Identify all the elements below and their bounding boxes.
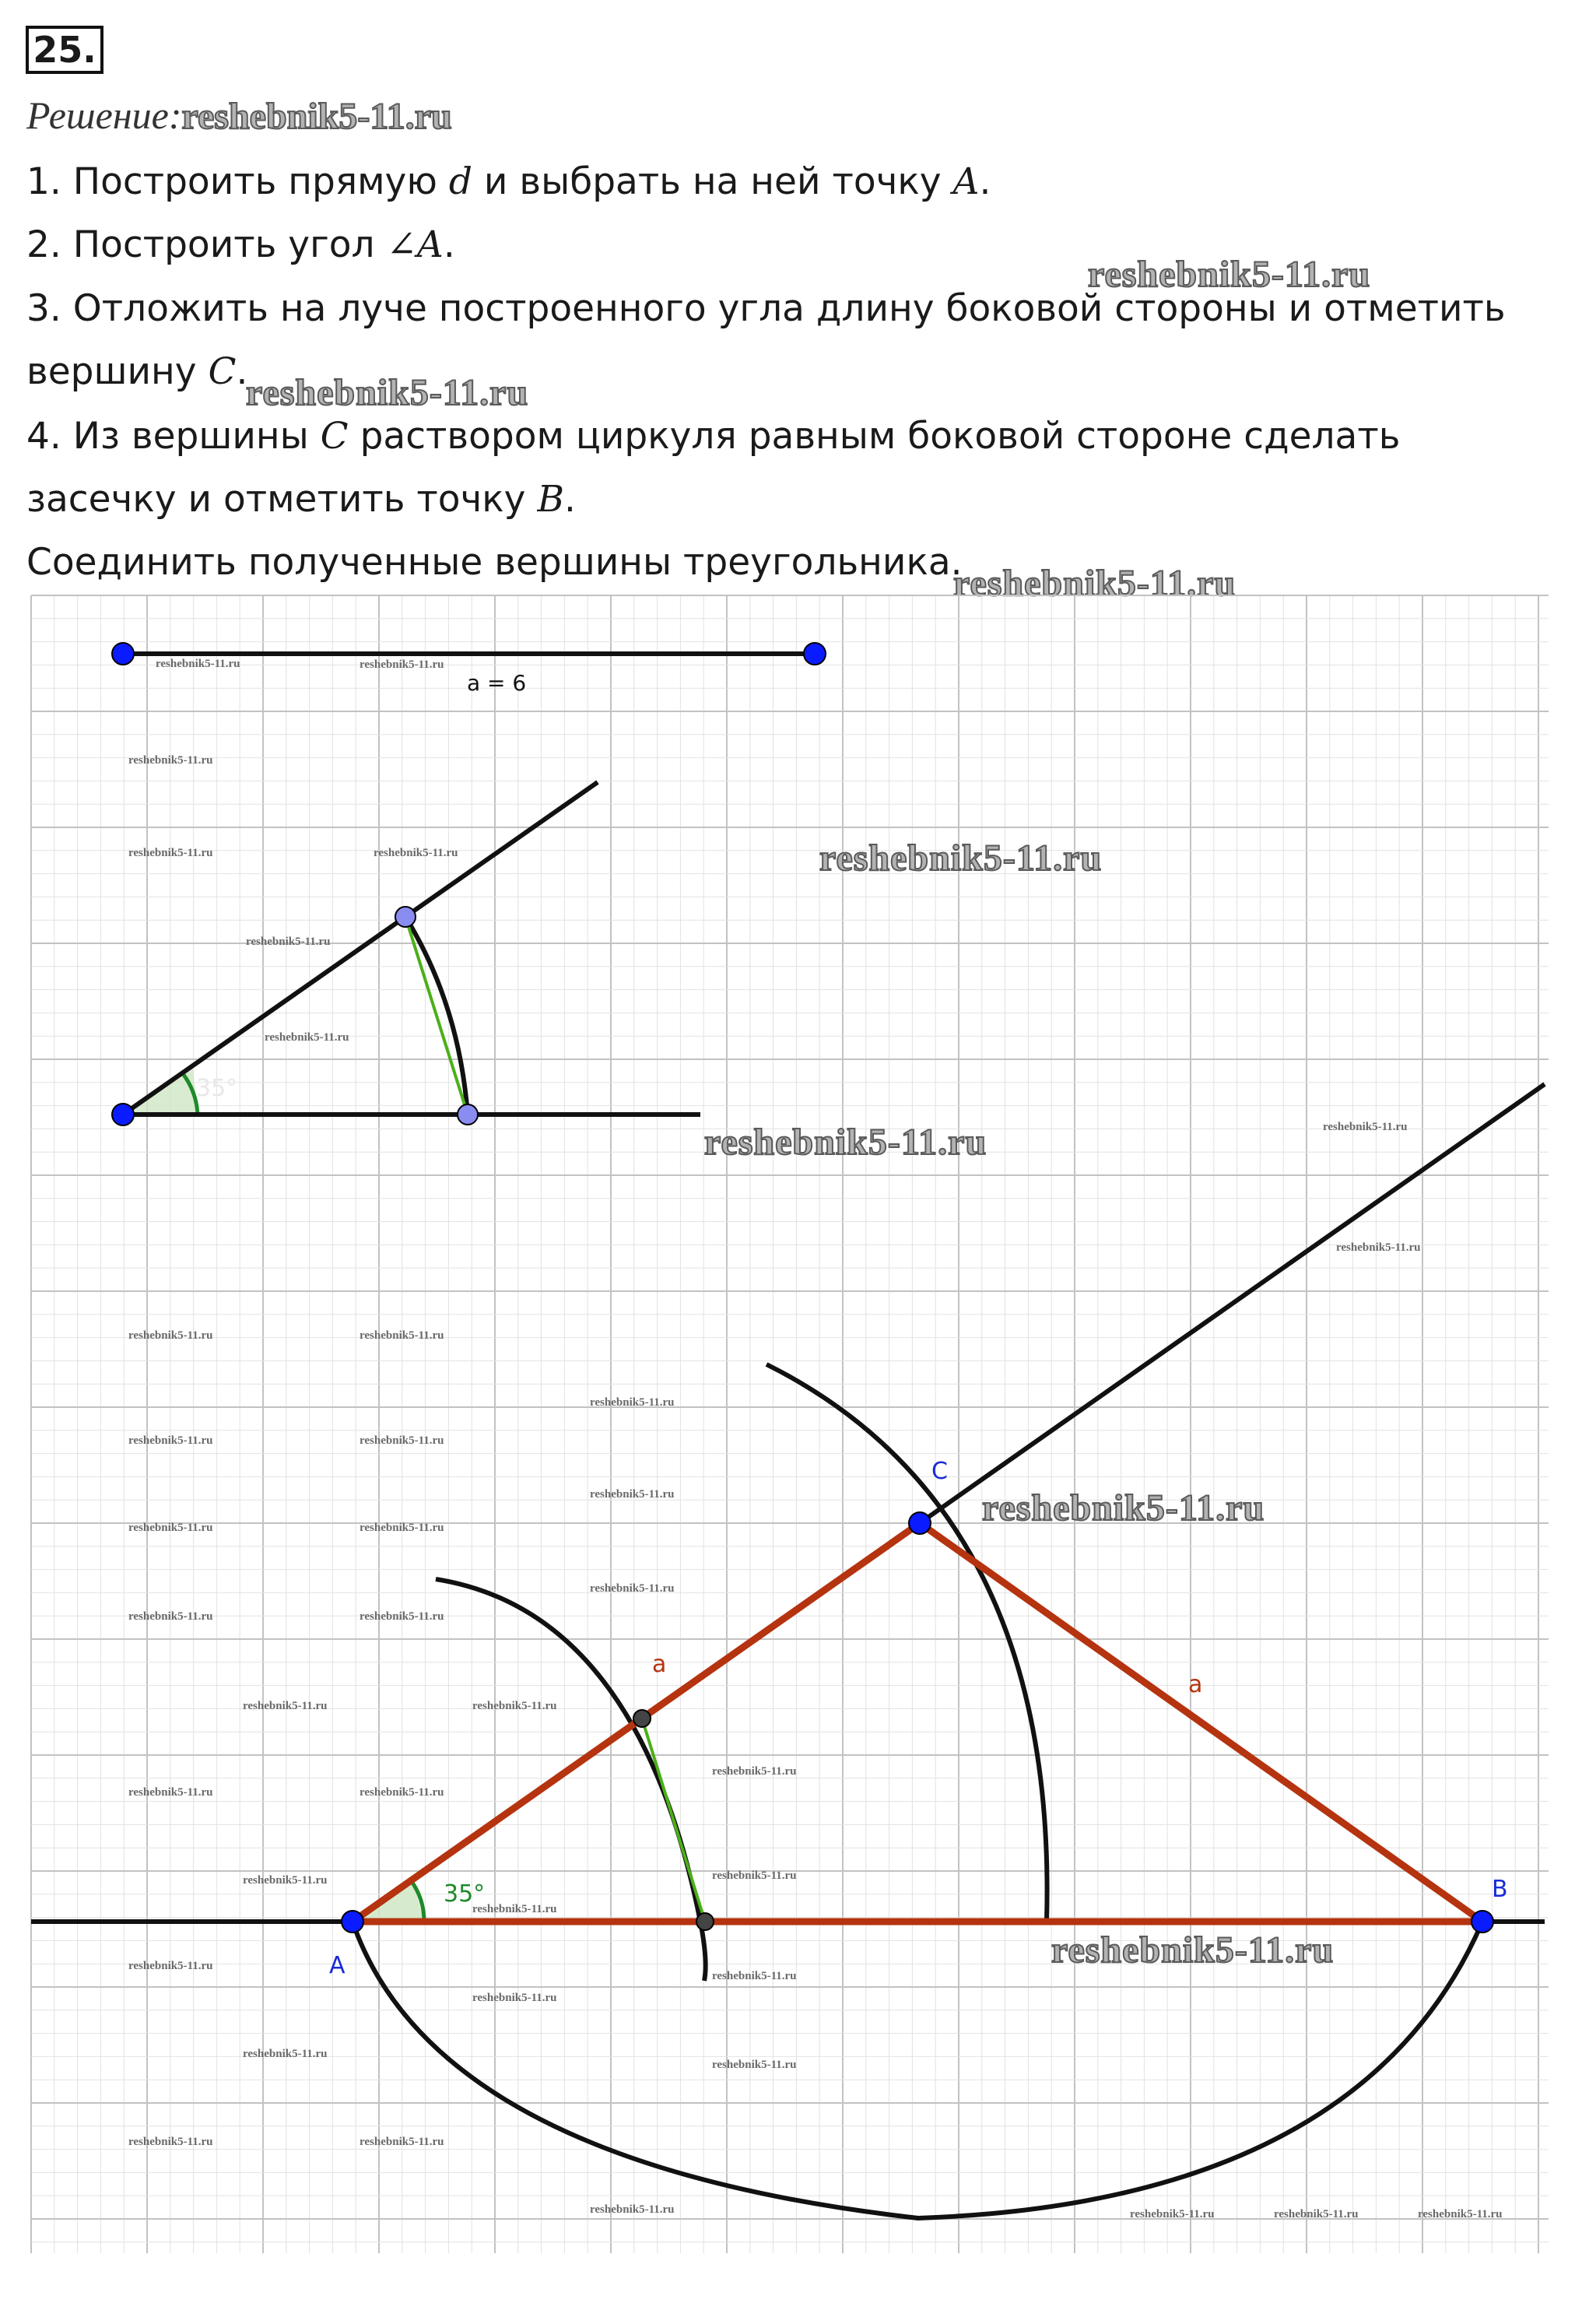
watermark-small: reshebnik5-11.ru — [265, 1031, 349, 1044]
vertex-b-point — [1472, 1911, 1493, 1933]
watermark-small: reshebnik5-11.ru — [1418, 2208, 1503, 2220]
small-chord — [405, 917, 468, 1115]
watermark-4: reshebnik5-11.ru — [819, 837, 1103, 879]
small-base-point — [458, 1104, 478, 1125]
watermark-small: reshebnik5-11.ru — [128, 1329, 213, 1342]
watermark-small: reshebnik5-11.ru — [128, 754, 213, 767]
vertex-c-point — [909, 1512, 931, 1534]
vertex-c-label: C — [931, 1458, 948, 1485]
watermark-small: reshebnik5-11.ru — [243, 1700, 328, 1712]
var-c: C — [208, 350, 237, 393]
step-4a-text: 4. Из вершины — [26, 415, 321, 458]
segment-end-point — [804, 643, 826, 665]
watermark-small: reshebnik5-11.ru — [1323, 1121, 1408, 1133]
small-watermarks — [128, 658, 1503, 2220]
step-5: Соединить полученные вершины треугольника. — [26, 541, 963, 584]
problem-number: 25. — [26, 26, 103, 74]
main-base-point — [696, 1913, 714, 1930]
main-angle-label: 35° — [444, 1880, 486, 1908]
segment-start-point — [112, 643, 134, 665]
watermark-small: reshebnik5-11.ru — [360, 658, 444, 671]
watermark-small: reshebnik5-11.ru — [1336, 1241, 1421, 1254]
vertex-b-label: B — [1492, 1876, 1508, 1903]
small-angle-ray — [123, 782, 598, 1115]
watermark-small: reshebnik5-11.ru — [590, 1488, 675, 1501]
triangle — [353, 1523, 1482, 1922]
step-1-text: 1. Построить прямую — [26, 160, 449, 203]
watermark-small: reshebnik5-11.ru — [590, 1582, 675, 1595]
var-c-2: C — [320, 415, 349, 458]
step-2-end: . — [443, 223, 455, 266]
watermark-small: reshebnik5-11.ru — [243, 1874, 328, 1887]
step-1-end: . — [979, 160, 991, 203]
watermark-small: reshebnik5-11.ru — [128, 2136, 213, 2148]
watermark-small: reshebnik5-11.ru — [590, 1396, 675, 1409]
side-label-left: a — [652, 1651, 667, 1678]
watermark-small: reshebnik5-11.ru — [360, 1522, 444, 1534]
watermark-small: reshebnik5-11.ru — [128, 847, 213, 859]
segment-length-label: a = 6 — [467, 670, 527, 696]
watermark-small: reshebnik5-11.ru — [472, 1700, 557, 1712]
var-angle-a: ∠A — [386, 223, 444, 266]
small-angle-label: 35° — [196, 1075, 238, 1102]
watermark-2: reshebnik5-11.ru — [246, 372, 529, 413]
step-4b-end: . — [564, 478, 576, 521]
small-vertex-point — [112, 1104, 134, 1125]
step-4b-text: засечку и отметить точку — [26, 478, 538, 521]
watermark-small: reshebnik5-11.ru — [360, 2136, 444, 2148]
step-1-text-2: и выбрать на ней точку — [472, 160, 953, 203]
watermark-small: reshebnik5-11.ru — [360, 1434, 444, 1447]
watermark-small: reshebnik5-11.ru — [712, 2059, 797, 2071]
watermark-6: reshebnik5-11.ru — [982, 1487, 1265, 1529]
watermark-small: reshebnik5-11.ru — [243, 2048, 328, 2060]
watermark-small: reshebnik5-11.ru — [1274, 2208, 1359, 2220]
grid — [31, 595, 1549, 2253]
main-chord — [642, 1718, 705, 1922]
vertex-a-label: A — [329, 1952, 346, 1979]
side-label-right: a — [1188, 1671, 1203, 1698]
watermark-small: reshebnik5-11.ru — [128, 1960, 213, 1972]
step-2-text: 2. Построить угол — [26, 223, 387, 266]
watermark-small: reshebnik5-11.ru — [156, 658, 240, 670]
watermark-7: reshebnik5-11.ru — [1051, 1929, 1335, 1971]
watermark-small: reshebnik5-11.ru — [472, 1903, 557, 1915]
step-3b-text: вершину — [26, 350, 209, 393]
watermark-small: reshebnik5-11.ru — [1130, 2208, 1215, 2220]
watermark-small: reshebnik5-11.ru — [712, 1869, 797, 1882]
watermark-small: reshebnik5-11.ru — [360, 1786, 444, 1799]
solution-label: Решение: — [26, 93, 182, 137]
watermark-small: reshebnik5-11.ru — [712, 1765, 797, 1778]
watermark-small: reshebnik5-11.ru — [360, 1610, 444, 1623]
watermark-small: reshebnik5-11.ru — [128, 1522, 213, 1534]
step-3b-end: . — [236, 350, 248, 393]
watermark-small: reshebnik5-11.ru — [472, 1992, 557, 2004]
watermark-small: reshebnik5-11.ru — [128, 1610, 213, 1623]
watermark-small: reshebnik5-11.ru — [360, 1329, 444, 1342]
watermark-small: reshebnik5-11.ru — [712, 1970, 797, 1982]
watermark-5: reshebnik5-11.ru — [704, 1122, 987, 1163]
var-d: d — [448, 160, 472, 203]
var-a: A — [952, 160, 980, 203]
main-ray-point — [633, 1710, 651, 1727]
watermark-inline: reshebnik5-11.ru — [181, 96, 452, 137]
watermark-3: reshebnik5-11.ru — [953, 563, 1236, 604]
var-b: B — [537, 478, 564, 521]
watermark-small: reshebnik5-11.ru — [128, 1434, 213, 1447]
vertex-a-point — [342, 1911, 363, 1933]
step-4a-text-2: раствором циркуля равным боковой стороне сделать — [348, 415, 1401, 458]
watermark-small: reshebnik5-11.ru — [374, 847, 458, 859]
watermark-small: reshebnik5-11.ru — [590, 2203, 675, 2216]
watermark-small: reshebnik5-11.ru — [246, 936, 331, 948]
step-3a: 3. Отложить на луче построенного угла длину боковой стороны и отметить — [26, 287, 1506, 330]
watermark-1: reshebnik5-11.ru — [1088, 254, 1371, 295]
small-ray-point — [395, 907, 416, 927]
watermark-small: reshebnik5-11.ru — [128, 1786, 213, 1799]
